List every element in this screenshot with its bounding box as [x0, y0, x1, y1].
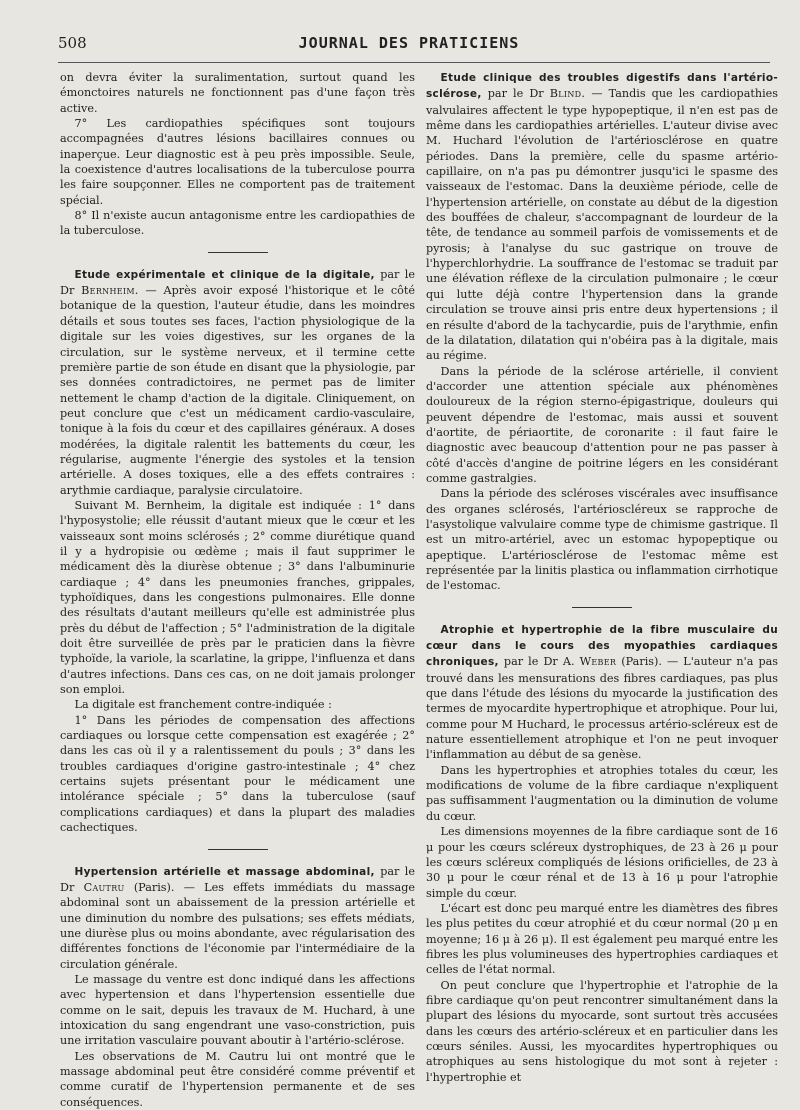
article-text: (Paris). — Les effets immédiats du massage abdominal sont un abaissement de la pression artérielle et une diminution du nombre des pulsations; ses effets médiats, une diurèse plus ou moins abondante, avec régularisation des différentes fonctions de l'économie par l'intermédiaire de la circulation générale.	[60, 880, 415, 971]
article-byline: par le Dr	[60, 864, 415, 894]
article-blind	[426, 70, 778, 364]
paragraph: on devra éviter la suralimentation, surtout quand les émonctoires naturels ne fonctionnent pas d'une façon très active.	[60, 71, 415, 115]
paragraph: 7° Les cardiopathies spécifiques sont toujours accompagnées d'autres lésions bacillaires connues ou inaperçue. Leur diagnostic est à peu près impossible. Seule, la coexistence d'autres localisations de la tuberculose pourra les faire soupçonner. Elles ne comportent pas de traitement spécial.	[60, 117, 415, 207]
paragraph: L'écart est donc peu marqué entre les diamètres des fibres les plus petites du cœur atrophié et du cœur normal (20 μ en moyenne; 16 μ à 26 μ). Il est également peu marqué entre les fibres les plus volumineuses des hypertrophies cardiaques et celles de l'état normal.	[426, 901, 778, 977]
page-number: 508	[58, 34, 87, 52]
section-divider	[208, 252, 268, 253]
paragraph: Le massage du ventre est donc indiqué dans les affections avec hypertension et dans l'hypertension essentielle due comme on le sait, depuis les travaux de M. Huchard, à une intoxication du sang engendrant une vaso-constriction, puis une irritation vasculaire pouvant aboutir à l'artério-sclérose.	[60, 972, 415, 1048]
header-rule	[58, 62, 770, 63]
right-column	[426, 70, 778, 1085]
article-text: (Paris). — L'auteur n'a pas trouvé dans les mensurations des fibres cardiaques, pas plus que dans l'étude des lésions du myocarde la justification des termes de myocardite hypertrophique et atrophique. Pour lui, comme pour M Huchard, le processus artério-scléreux est de nature essentiellement atrophique et l'on ne peut invoquer l'inflammation au début de sa genèse.	[426, 655, 779, 762]
paragraph: Les observations de M. Cautru lui ont montré que le massage abdominal peut être considéré comme préventif et comme curatif de l'hypertension permanente et de ses conséquences.	[60, 1049, 415, 1109]
journal-title: JOURNAL DES PRATICIENS	[298, 34, 520, 52]
article-byline: par le Dr	[487, 87, 544, 101]
article-title: Etude clinique des troubles digestifs dans l'artério-sclérose,	[426, 72, 778, 101]
article-title: Etude expérimentale et clinique de la digitale,	[74, 268, 375, 281]
article-title: Hypertension artérielle et massage abdominal,	[74, 865, 375, 878]
article-author: Cautru	[83, 880, 125, 894]
article-text: — Après avoir exposé l'historique et le côté botanique de la question, l'auteur étudie, dans les moindres détails et sous toutes ses faces, l'action physiologique de la digitale sur les voies digestives, sur les organes de la circulation, sur le système nerveux, et il termine cette première partie de son étude en disant que la physiologie, par ses données contradictoires, ne permet pas de limiter nettement le champ d'action de la digitale. Cliniquement, on peut conclure que c'est un médicament cardio-vasculaire, tonique à la fois du cœur et des capillaires généraux. A doses modérées, la digitale ralentit les battements du cœur, les régularise, augmente l'énergie des systoles et la tension artérielle. A doses toxiques, elle a des effets contraires : arythmie cardiaque, paralysie circulatoire.	[60, 284, 415, 497]
left-column	[60, 70, 415, 1110]
article-byline: par le Dr	[60, 267, 416, 298]
article-author: Weber	[579, 655, 617, 669]
article-title: Atrophie et hypertrophie de la fibre musculaire du cœur dans le cours des myopathies cardiaques chroniques,	[426, 623, 778, 669]
paragraph: La digitale est franchement contre-indiquée :	[74, 698, 332, 712]
paragraph: Les dimensions moyennes de la fibre cardiaque sont de 16 μ pour les cœurs scléreux dystrophiques, de 23 à 26 μ pour les cœurs scléreux compliqués de lésions orificielles, de 23 à 30 μ pour le cœur rénal et de 13 à 16 μ pour l'atrophie simple du cœur.	[426, 825, 778, 900]
paragraph: Dans la période des scléroses viscérales avec insuffisance des organes sclérosés, l'artérioscléreux se rapproche de l'asystolique valvulaire comme type de chimisme gastrique. Il est un mitro-artériel, avec un estomac hypopeptique ou apeptique. L'artériosclérose de l'estomac même est représentée par la linitis plastica ou inflammation cirrhotique de l'estomac.	[426, 487, 778, 593]
article-weber	[426, 622, 778, 763]
article-byline: par le Dr A.	[503, 655, 575, 669]
section-divider	[208, 849, 268, 850]
article-bernheim	[60, 267, 415, 498]
section-divider	[572, 607, 632, 608]
paragraph: On peut conclure que l'hypertrophie et l'atrophie de la fibre cardiaque qu'on peut rencontrer simultanément dans la plupart des lésions du myocarde, sont surtout très accusées dans les cœurs des artério-scléreux et en particulier dans les cœurs séniles. Aussi, les myocardites hypertrophiques ou atrophiques au sens histologique du mot sont à rejeter : l'hypertrophie et	[426, 978, 778, 1084]
paragraph: Dans les hypertrophies et atrophies totales du cœur, les modifications de volume de la fibre cardiaque n'expliquent pas suffisamment l'augmentation ou la diminution de volume du cœur.	[426, 763, 778, 823]
paragraph: Suivant M. Bernheim, la digitale est indiquée : 1° dans l'hyposystolie; elle réussit d'autant mieux que le cœur et les vaisseaux sont moins sclérosés ; 2° comme diurétique quand il y a hydropisie ou œdème ; mais il faut supprimer le médicament dès la diurèse obtenue ; 3° dans l'albuminurie cardiaque ; 4° dans les pneumonies franches, grippales, typhoïdiques, dans les congestions pulmonaires. Elle donne des résultats d'autant meilleurs qu'elle est administrée plus près du début de l'affection ; 5° l'administration de la digitale doit être surveillée de près par le praticien dans la fièvre typhoïde, la variole, la scarlatine, la grippe, l'influenza et dans d'autres infections. Dans ces cas, on ne doit jamais prolonger son emploi.	[60, 498, 415, 697]
paragraph: 1° Dans les périodes de compensation des affections cardiaques ou lorsque cette compensation est exagérée ; 2° dans les cas où il y a ralentissement du pouls ; 3° dans les troubles cardiaques d'origine gastro-intestinale ; 4° chez certains sujets présentant pour le médicament une intolérance spéciale ; 5° dans la tuberculose (sauf complications cardiaques) et dans la plupart des maladies cachectiques.	[60, 713, 415, 835]
article-text: — Tandis que les cardiopathies valvulaires affectent le type hypopeptique, il n'en est pas de même dans les cardiopathies artérielles. L'auteur divise avec M. Huchard l'évolution de l'artériosclérose en quatre périodes. Dans la première, celle du spasme artério-capillaire, on n'a pas pu démontrer jusqu'ici le spasme des vaisseaux de l'estomac. Dans la deuxième période, celle de l'hypertension artérielle, on constate au début de la digestion des bouffées de chaleur, s'accompagnant de lourdeur de la tête, de tendance au sommeil parfois de vomissements et de pyrosis; à l'analyse du suc gastrique on trouve de l'hyperchlorhydrie. La souffrance de l'estomac se traduit par une élévation réflexe de la circulation pulmonaire ; le cœur qui lutte déjà contre l'hypertension dans la grande circulation se trouve ainsi pris entre deux hypertensions ; il en résulte d'abord de la tachycardie, puis de l'arythmie, enfin de la dilatation, dilatation qui n'obéira pas à la digitale, mais au régime.	[426, 87, 779, 363]
article-author: Bernheim.	[81, 284, 139, 298]
article-author: Blind.	[549, 87, 586, 101]
page-header	[58, 34, 760, 54]
article-cautru	[60, 864, 415, 972]
paragraph: Dans la période de la sclérose artérielle, il convient d'accorder une attention spéciale aux phénomènes douloureux de la région sterno-épigastrique, douleurs qui peuvent dépendre de l'estomac, mais aussi et souvent d'aortite, de périaortite, de coronarite : il faut faire le diagnostic avec beaucoup d'attention pour ne pas passer à côté d'accès d'angine de poitrine légers en les considérant comme gastralgies.	[426, 364, 778, 485]
paragraph: 8° Il n'existe aucun antagonisme entre les cardiopathies de la tuberculose.	[60, 209, 415, 238]
